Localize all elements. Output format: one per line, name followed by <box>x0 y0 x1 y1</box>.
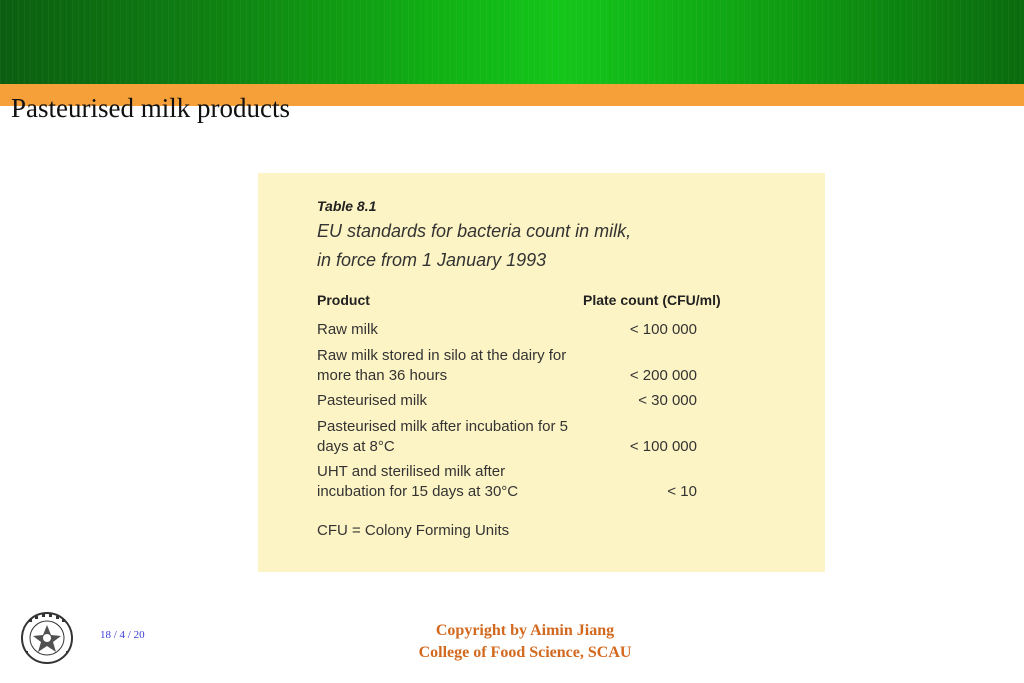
row-product: Pasteurised milk after incubation for 5 days at 8°C <box>317 418 568 455</box>
row-product: UHT and sterilised milk after incubation for 15 days at 30°C <box>317 463 519 500</box>
university-seal-icon <box>20 611 74 665</box>
row-product: Raw milk <box>317 321 378 338</box>
row-count: < 200 000 <box>629 367 697 384</box>
row-product: Pasteurised milk <box>317 392 428 409</box>
caption-line: EU standards for bacteria count in milk, <box>317 221 632 241</box>
table-row <box>317 417 697 457</box>
row-count: < 10 <box>667 483 697 500</box>
row-product: Raw milk stored in silo at the dairy for more than 36 hours <box>317 347 567 384</box>
table-label: Table 8.1 <box>317 198 377 214</box>
table-header <box>317 292 757 308</box>
header-plate-count: Plate count (CFU/ml) <box>583 292 721 308</box>
copyright-line: College of Food Science, SCAU <box>418 644 632 661</box>
table-row <box>317 462 697 502</box>
slide-number: 18 / 4 / 20 <box>100 629 145 641</box>
header-product: Product <box>317 292 370 308</box>
copyright-text <box>390 620 660 664</box>
table-panel <box>258 173 825 572</box>
row-count: < 100 000 <box>629 321 697 338</box>
header-banner <box>0 0 1024 84</box>
copyright-line: Copyright by Aimin Jiang <box>435 622 615 639</box>
table-caption <box>317 217 787 275</box>
table-row <box>317 391 697 411</box>
table-row <box>317 346 697 386</box>
table-footnote: CFU = Colony Forming Units <box>317 522 510 539</box>
table-row <box>317 320 697 340</box>
row-count: < 30 000 <box>638 392 697 409</box>
caption-line: in force from 1 January 1993 <box>317 250 547 270</box>
row-count: < 100 000 <box>629 438 697 455</box>
slide-title: Pasteurised milk products <box>11 93 290 123</box>
